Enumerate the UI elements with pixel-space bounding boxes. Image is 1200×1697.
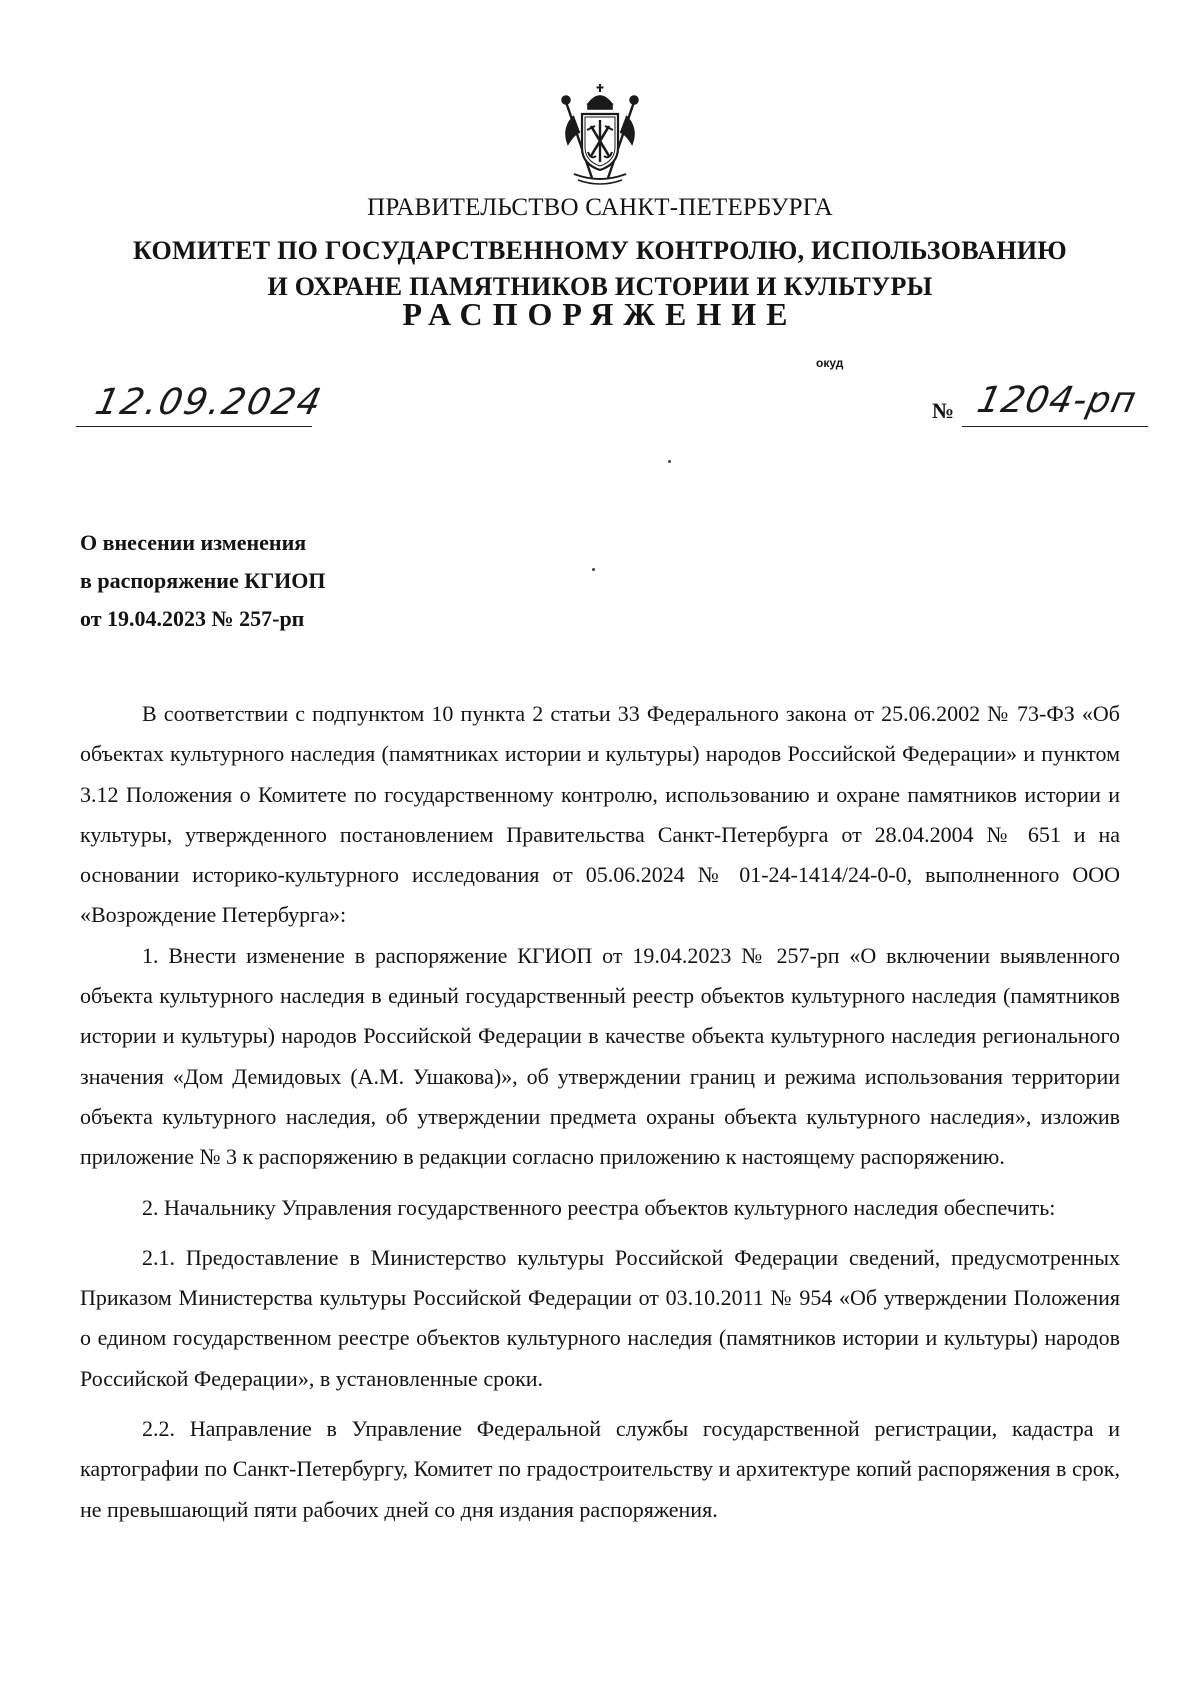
scan-speck <box>592 568 595 571</box>
document-body <box>80 694 1120 1530</box>
coat-of-arms-icon <box>558 82 642 188</box>
committee-name-line: КОМИТЕТ ПО ГОСУДАРСТВЕННОМУ КОНТРОЛЮ, ИСПОЛЬЗОВАНИЮ <box>133 236 1067 265</box>
committee-name <box>0 233 1200 305</box>
item-2-2-paragraph: 2.2. Направление в Управление Федеральной службы государственной регистрации, кадастра и картографии по Санкт-Петербургу, Комитет по градостроительству и архитектуре копий распоряжения в срок, не превышающий пяти рабочих дней со дня издания распоряжения. <box>80 1416 1120 1522</box>
item-1-paragraph: 1. Внести изменение в распоряжение КГИОП от 19.04.2023 № 257-рп «О включении выявленного объекта культурного наследия в единый государственный реестр объектов культурного наследия (памятников истории и культуры) народов Российской Федерации в качестве объекта культурного наследия регионального значения «Дом Демидовых (А.М. Ушакова)», об утверждении границ и режима использования территории объекта культурного наследия, об утверждении предмета охраны объекта культурного наследия», изложив приложение № 3 к распоряжению в редакции согласно приложению к настоящему распоряжению. <box>80 942 1120 1170</box>
subject-line: в распоряжение КГИОП <box>80 568 326 593</box>
committee-name-line: И ОХРАНЕ ПАМЯТНИКОВ ИСТОРИИ И КУЛЬТУРЫ <box>267 272 933 301</box>
subject-line: от 19.04.2023 № 257-рп <box>80 606 305 631</box>
date-field <box>76 380 327 427</box>
preamble-paragraph: В соответствии с подпунктом 10 пункта 2 статьи 33 Федерального закона от 25.06.2002 № 73-ФЗ «Об объектах культурного наследия (памятниках истории и культуры) народов Российской Федерации» и пунктом 3.12 Положения о Комитете по государственному контролю, использованию и охране памятников истории и культуры, утвержденного постановлением Правительства Санкт-Петербурга от 28.04.2004 № 651 и на основании историко-культурного исследования от 05.06.2024 № 01-24-1414/24-0-0, выполненного ООО «Возрождение Петербурга»: <box>80 701 1120 928</box>
okud-label: окуд <box>816 356 844 370</box>
government-name: ПРАВИТЕЛЬСТВО САНКТ-ПЕТЕРБУРГА <box>367 194 833 221</box>
document-type-title: РАСПОРЯЖЕНИЕ <box>402 296 798 332</box>
subject-block <box>80 524 326 638</box>
number-label: № <box>932 398 955 423</box>
handwritten-date: 12.09.2024 <box>91 382 327 423</box>
number-field <box>962 380 1148 427</box>
scan-speck <box>668 460 671 463</box>
handwritten-number: 1204-рп <box>973 380 1141 421</box>
item-2-paragraph: 2. Начальнику Управления государственного реестра объектов культурного наследия обеспечить: <box>142 1194 1056 1220</box>
subject-line: О внесении изменения <box>80 530 307 555</box>
item-2-1-paragraph: 2.1. Предоставление в Министерство культуры Российской Федерации сведений, предусмотренных Приказом Министерства культуры Российской Федерации от 03.10.2011 № 954 «Об утверждении Положения о едином государственном реестре объектов культурного наследия (памятников истории и культуры) народов Российской Федерации», в установленные сроки. <box>80 1244 1120 1391</box>
